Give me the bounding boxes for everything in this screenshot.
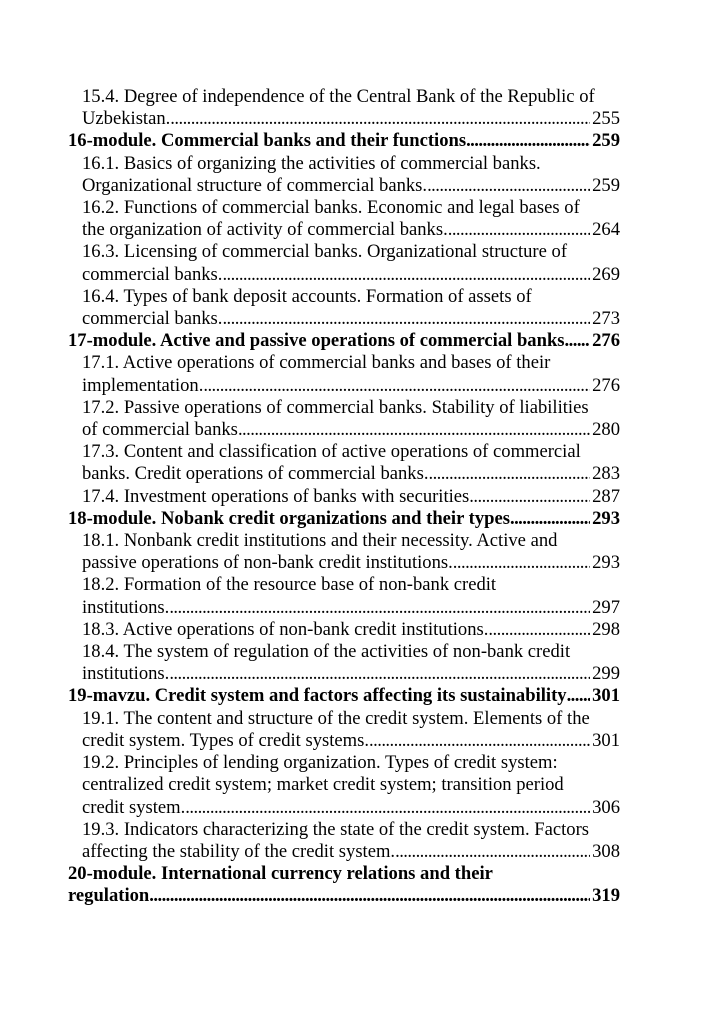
toc-entry-final-line: [82, 552, 620, 574]
toc-entry-final-line: [68, 508, 620, 530]
toc-entry-title: banks. Credit operations of commercial banks.: [82, 463, 429, 485]
toc-entry-line: 17.1. Active operations of commercial banks and bases of their: [82, 352, 551, 374]
toc-entry-title: Uzbekistan.: [82, 108, 171, 130]
table-of-contents: [68, 86, 620, 908]
page-number: 255: [592, 108, 620, 130]
page-number: 298: [592, 618, 620, 640]
toc-module-entry[interactable]: [68, 130, 620, 152]
page-number: 287: [592, 485, 620, 507]
dot-leader: [510, 508, 590, 530]
toc-section-entry[interactable]: [68, 486, 620, 508]
toc-entry-line: 16.2. Functions of commercial banks. Economic and legal bases of: [82, 197, 580, 219]
toc-section-entry[interactable]: [68, 752, 620, 819]
dot-leader: [222, 264, 590, 286]
dot-leader: [466, 130, 590, 152]
toc-entry-title: credit system.: [82, 796, 186, 818]
page-number: 273: [592, 308, 620, 330]
toc-entry-final-line: [82, 419, 620, 441]
dot-leader: [169, 663, 590, 685]
toc-entry-final-line: [82, 219, 620, 241]
toc-entry-title: 19-mavzu. Credit system and factors affecting its sustainability: [68, 685, 567, 707]
toc-entry-final-line: [82, 375, 620, 397]
page-number: 301: [592, 685, 620, 707]
toc-entry-line: 18.2. Formation of the resource base of non-bank credit: [82, 574, 497, 596]
toc-entry-line: 19.3. Indicators characterizing the state of the credit system. Factors: [82, 818, 590, 840]
toc-entry-final-line: [82, 108, 620, 130]
toc-entry-line: 19.1. The content and structure of the credit system. Elements of the: [82, 707, 590, 729]
dot-leader: [203, 375, 590, 397]
page-number: 276: [592, 374, 620, 396]
dot-leader: [488, 619, 590, 641]
toc-entry-final-line: [82, 463, 620, 485]
toc-section-entry[interactable]: [68, 153, 620, 197]
page-number: 306: [592, 796, 620, 818]
toc-entry-line: 18.4. The system of regulation of the activities of non-bank credit: [82, 641, 571, 663]
toc-section-entry[interactable]: [68, 819, 620, 863]
toc-entry-title: Organizational structure of commercial banks.: [82, 174, 428, 196]
toc-module-entry[interactable]: [68, 685, 620, 707]
toc-section-entry[interactable]: [68, 397, 620, 441]
dot-leader: [453, 552, 590, 574]
dot-leader: [565, 330, 591, 352]
toc-section-entry[interactable]: [68, 708, 620, 752]
toc-section-entry[interactable]: [68, 286, 620, 330]
toc-entry-final-line: [82, 308, 620, 330]
toc-entry-title: 17.4. Investment operations of banks with securities: [82, 485, 470, 507]
toc-entry-title: commercial banks.: [82, 263, 223, 285]
page-number: 269: [592, 263, 620, 285]
page-number: 280: [592, 419, 620, 441]
dot-leader: [185, 797, 590, 819]
dot-leader: [428, 463, 590, 485]
toc-entry-line: centralized credit system; market credit system; transition period: [82, 774, 564, 796]
page-number: 319: [592, 885, 620, 907]
toc-entry-title: of commercial banks: [82, 419, 238, 441]
toc-module-entry[interactable]: [68, 330, 620, 352]
dot-leader: [567, 685, 591, 707]
dot-leader: [427, 175, 590, 197]
toc-entry-final-line: [82, 175, 620, 197]
toc-entry-title: implementation.: [82, 374, 204, 396]
dot-leader: [238, 419, 590, 441]
toc-entry-title: affecting the stability of the credit system.: [82, 840, 396, 862]
toc-section-entry[interactable]: [68, 574, 620, 618]
page-number: 259: [592, 174, 620, 196]
dot-leader: [169, 597, 590, 619]
toc-entry-line: 16.3. Licensing of commercial banks. Organizational structure of: [82, 241, 568, 263]
toc-entry-title: 18-module. Nobank credit organizations and their types: [68, 507, 510, 529]
dot-leader: [369, 730, 590, 752]
toc-entry-title: 17-module. Active and passive operations of commercial banks: [68, 330, 565, 352]
toc-section-entry[interactable]: [68, 641, 620, 685]
page-number: 308: [592, 840, 620, 862]
page-number: 297: [592, 596, 620, 618]
toc-entry-title: institutions.: [82, 663, 170, 685]
toc-section-entry[interactable]: [68, 530, 620, 574]
toc-entry-final-line: [82, 663, 620, 685]
toc-section-entry[interactable]: [68, 619, 620, 641]
toc-entry-title: the organization of activity of commercial banks.: [82, 219, 448, 241]
toc-entry-line: 16.4. Types of bank deposit accounts. Formation of assets of: [82, 285, 532, 307]
page-number: 259: [592, 130, 620, 152]
toc-entry-line: 20-module. International currency relations and their: [68, 863, 493, 885]
toc-entry-title: 16-module. Commercial banks and their functions: [68, 130, 467, 152]
toc-entry-title: institutions.: [82, 596, 170, 618]
page-number: 299: [592, 663, 620, 685]
dot-leader: [448, 219, 590, 241]
dot-leader: [395, 841, 590, 863]
page-number: 301: [592, 729, 620, 751]
toc-entry-line: 17.2. Passive operations of commercial banks. Stability of liabilities: [82, 396, 589, 418]
toc-entry-line: 16.1. Basics of organizing the activities of commercial banks.: [82, 152, 541, 174]
toc-entry-title: passive operations of non-bank credit institutions.: [82, 552, 453, 574]
toc-entry-final-line: [68, 330, 620, 352]
toc-entry-line: 17.3. Content and classification of active operations of commercial: [82, 441, 581, 463]
toc-entry-line: 15.4. Degree of independence of the Central Bank of the Republic of: [82, 86, 595, 107]
toc-section-entry[interactable]: [68, 197, 620, 241]
toc-entry-final-line: [68, 130, 620, 152]
toc-entry-final-line: [82, 841, 620, 863]
toc-section-entry[interactable]: [68, 352, 620, 396]
toc-entry-final-line: [82, 264, 620, 286]
dot-leader: [149, 885, 590, 907]
toc-entry-line: 18.1. Nonbank credit institutions and their necessity. Active and: [82, 530, 558, 552]
toc-entry-final-line: [82, 797, 620, 819]
toc-entry-title: credit system. Types of credit systems.: [82, 729, 370, 751]
toc-entry-line: 19.2. Principles of lending organization. Types of credit system:: [82, 752, 558, 774]
toc-module-entry[interactable]: [68, 863, 620, 907]
toc-entry-title: regulation: [68, 885, 150, 907]
toc-entry-final-line: [82, 597, 620, 619]
toc-entry-title: 18.3. Active operations of non-bank credit institutions.: [82, 618, 489, 640]
toc-section-entry[interactable]: [68, 441, 620, 485]
toc-entry-final-line: [68, 885, 620, 907]
toc-entry-title: commercial banks.: [82, 308, 223, 330]
toc-entry-final-line: [68, 685, 620, 707]
page-number: 293: [592, 552, 620, 574]
dot-leader: [170, 108, 590, 130]
toc-entry-final-line: [82, 486, 620, 508]
toc-entry-final-line: [82, 730, 620, 752]
toc-entry-final-line: [82, 619, 620, 641]
toc-module-entry[interactable]: [68, 508, 620, 530]
dot-leader: [222, 308, 590, 330]
page-number: 283: [592, 463, 620, 485]
page-number: 276: [592, 330, 620, 352]
page-number: 293: [592, 507, 620, 529]
toc-section-entry[interactable]: [68, 86, 620, 130]
page-number: 264: [592, 219, 620, 241]
toc-section-entry[interactable]: [68, 241, 620, 285]
dot-leader: [469, 486, 590, 508]
